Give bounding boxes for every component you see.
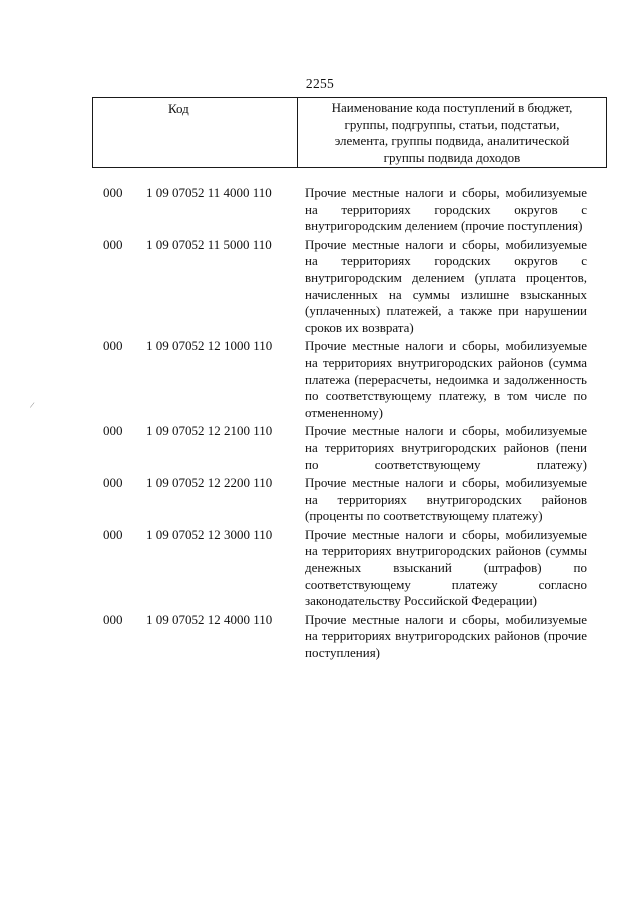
table-row	[0, 338, 640, 421]
revenue-code: 1 09 07052 12 3000 110	[146, 526, 273, 542]
admin-code: 000	[103, 185, 123, 200]
header-name-line: группы, подгруппы, статьи, подстатьи,	[344, 116, 560, 132]
revenue-description: Прочие местные налоги и сборы, мобилизуемые на территориях внутригородских районов (прочие поступления)	[305, 611, 587, 661]
admin-code: 000	[103, 423, 123, 439]
page-number: 2255	[305, 76, 335, 91]
revenue-description: Прочие местные налоги и сборы, мобилизуемые на территориях внутригородских районов (суммы денежных взысканий (штрафов) по соответствующему платежу согласно законодательству Российской Федерации)	[305, 526, 587, 609]
revenue-description: Прочие местные налоги и сборы, мобилизуемые на территориях внутригородских районов (пени по соответствующему платежу)	[305, 423, 587, 472]
revenue-code: 1 09 07052 11 5000 110	[146, 236, 272, 252]
header-name-label	[298, 98, 606, 167]
table-row	[0, 185, 640, 235]
admin-code: 000	[103, 475, 123, 491]
table-row	[0, 237, 640, 337]
revenue-description: Прочие местные налоги и сборы, мобилизуемые на территориях городских округов с внутригородским делением (прочие поступления)	[305, 185, 587, 234]
scan-mark: /	[29, 399, 36, 411]
table-row	[0, 423, 640, 473]
revenue-code: 1 09 07052 12 2200 110	[146, 475, 273, 491]
table-header	[92, 97, 607, 168]
revenue-description: Прочие местные налоги и сборы, мобилизуемые на территориях внутригородских районов (сумма платежа (перерасчеты, недоимка и задолженность по соответствующему платежу, в том числе по отмененному)	[305, 338, 587, 420]
admin-code: 000	[103, 611, 123, 627]
table-row	[0, 475, 640, 525]
admin-code: 000	[103, 338, 123, 354]
revenue-code: 1 09 07052 12 4000 110	[146, 611, 273, 627]
header-name-line: группы подвида доходов	[383, 149, 521, 165]
admin-code: 000	[103, 526, 123, 542]
table-row	[0, 527, 640, 610]
revenue-code: 1 09 07052 12 1000 110	[146, 338, 273, 354]
admin-code: 000	[103, 236, 123, 252]
revenue-description: Прочие местные налоги и сборы, мобилизуемые на территориях городских округов с внутригородским делением (уплата процентов, начисленных на суммы излишне взысканных (уплаченных) платежей, а также при нарушении сроков их возврата)	[305, 236, 587, 335]
revenue-code: 1 09 07052 12 2100 110	[146, 423, 273, 439]
revenue-code: 1 09 07052 11 4000 110	[146, 185, 272, 200]
header-name-line: Наименование кода поступлений в бюджет,	[331, 100, 573, 115]
header-code-label: Код	[93, 98, 298, 167]
table-row	[0, 612, 640, 662]
header-name-line: элемента, группы подвида, аналитической	[334, 133, 570, 148]
revenue-description: Прочие местные налоги и сборы, мобилизуемые на территориях внутригородских районов (проценты по соответствующему платежу)	[305, 475, 587, 524]
code-table	[0, 185, 640, 664]
